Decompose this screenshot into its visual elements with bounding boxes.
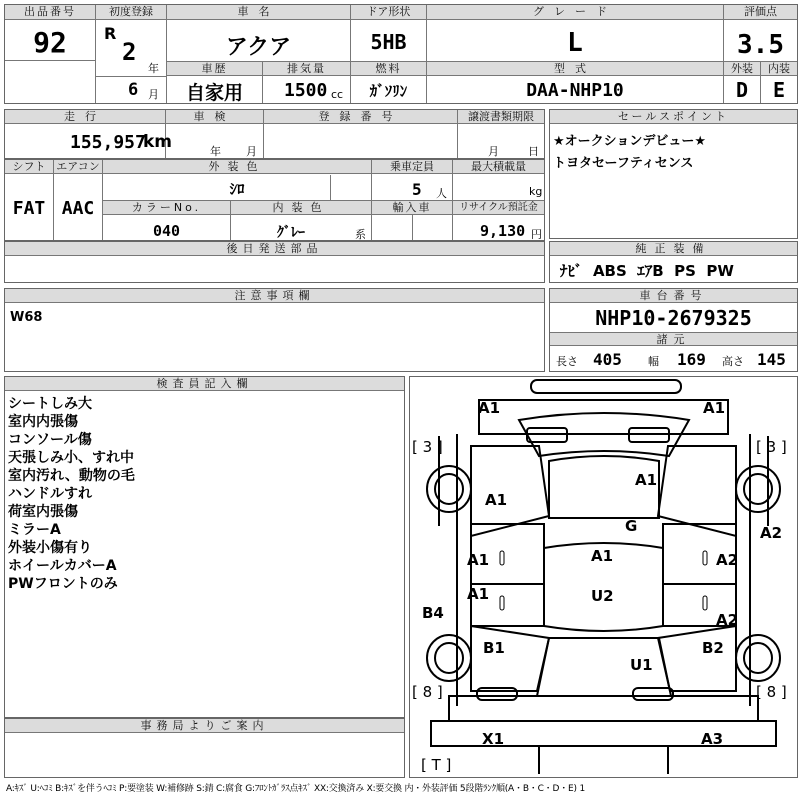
exterior-label: 外装 (724, 62, 760, 76)
history-label: 車歴 (167, 62, 262, 76)
first-reg-label: 初度登録 (96, 5, 166, 20)
damage-label-left-fender: A1 (485, 491, 508, 509)
damage-label-left-quarter: B1 (483, 639, 505, 657)
inspector-label: 検査員記入欄 (5, 377, 404, 391)
chassis-label: 車台番号 (550, 289, 797, 303)
damage-label-rear-bumper-right: A3 (701, 730, 724, 748)
chassis-number: NHP10-2679325 (595, 306, 752, 330)
recycle-unit: 円 (531, 228, 542, 241)
color-no: 040 (152, 222, 181, 240)
transfer-day-unit: 日 (528, 145, 539, 158)
note-line: 外装小傷有り (8, 540, 92, 556)
tire-label-rear-right: [ 8 ] (756, 683, 787, 701)
transfer-month-unit: 月 (488, 145, 499, 158)
exterior-grade: D (735, 78, 749, 102)
width: 169 (677, 350, 706, 369)
width-label: 幅 (648, 355, 659, 368)
displacement-label: 排気量 (263, 62, 350, 76)
damage-label-right-rear-door: A2 (716, 611, 739, 629)
color-no-label: カラーNo. (103, 201, 230, 215)
damage-label-right-front-door: A2 (716, 551, 739, 569)
lot-label: 出品番号 (5, 5, 95, 20)
int-color-unit: 系 (355, 228, 366, 241)
tire-label-front-right: [ 3 ] (756, 438, 787, 456)
damage-label-rear-bumper-left: X1 (482, 730, 505, 748)
grade: L (567, 28, 583, 58)
selling-label: セールスポイント (550, 110, 797, 124)
cc-unit: cc (331, 88, 344, 101)
caution-label: 注意事項欄 (5, 289, 544, 303)
int-color: ｸﾞﾚｰ (277, 225, 305, 241)
shift-label: シフト (5, 160, 53, 174)
note-line: ミラーA (8, 522, 61, 538)
note-line: 室内内張傷 (8, 414, 78, 430)
recycle-label: リサイクル預託金 (453, 201, 544, 215)
note-line: シートしみ大 (8, 396, 92, 412)
reg-month: 6 (128, 80, 139, 100)
score-label: 評価点 (724, 5, 797, 20)
ext-color: ｼﾛ (229, 180, 245, 198)
model-code: DAA-NHP10 (526, 80, 624, 101)
damage-label-center: U2 (591, 587, 614, 605)
load-unit: kg (529, 185, 543, 198)
spare-tire-label: [ T ] (421, 756, 452, 774)
length-label: 長さ (556, 355, 578, 368)
height: 145 (757, 350, 786, 369)
capacity-unit: 人 (436, 187, 447, 200)
legend: A:ｷｽﾞ U:ﾍｺﾐ B:ｷｽﾞを伴うﾍｺﾐ P:要塗装 W:補修跡 S:錆 C:腐食 G:ﾌﾛﾝﾄｶﾞﾗｽ点ｷｽﾞ XX:交換済み X:要交換 内・外装評価 5段階ﾗﾝｸ順(A・B・C・D・E) 1 (6, 784, 585, 794)
insp-year-unit: 年 (210, 145, 221, 158)
inspection-label: 車検 (166, 110, 263, 124)
damage-label-roof: A1 (591, 547, 614, 565)
height-label: 高さ (722, 355, 744, 368)
displacement: 1500 (284, 80, 328, 101)
grade-label: グレード (427, 5, 723, 20)
note-line: 天張しみ小、すれ中 (8, 450, 134, 466)
tire-label-front-left: [ 3 ] (412, 438, 443, 456)
damage-label-right-fender: A2 (760, 524, 783, 542)
car-outline (409, 376, 798, 778)
reg-year: 2 (122, 38, 137, 66)
insp-month-unit: 月 (246, 145, 257, 158)
note-line: ホイールカバーA (8, 558, 117, 574)
note-line: ハンドルすれ (8, 486, 92, 502)
era: R (104, 24, 117, 43)
capacity-label: 乗車定員 (372, 160, 452, 174)
fuel: ｶﾞｿﾘﾝ (369, 82, 408, 100)
selling-point-2: トヨタセーフティセンス (553, 156, 694, 171)
model-label: 型式 (427, 62, 723, 76)
month-unit: 月 (148, 88, 159, 101)
load-label: 最大積載量 (453, 160, 544, 174)
damage-label-left-side: B4 (422, 604, 444, 622)
ac-label: エアコン (54, 160, 102, 174)
door-label: ドア形状 (351, 5, 426, 20)
lot-number: 92 (33, 26, 67, 59)
km-unit: km (143, 132, 173, 152)
shift: FAT (12, 198, 46, 219)
note-line: 室内汚れ、動物の毛 (8, 468, 135, 484)
score: 3.5 (737, 30, 784, 60)
fuel-label: 燃料 (351, 62, 426, 76)
damage-label-windshield: G (625, 517, 638, 535)
inspector-notes (8, 395, 135, 593)
recycle: 9,130 (480, 222, 526, 240)
history: 自家用 (185, 82, 243, 104)
damage-label-hood: A1 (635, 471, 658, 489)
ext-color-label: 外装色 (103, 160, 371, 174)
caution-text: W68 (10, 310, 43, 325)
transfer-label: 譲渡書類期限 (458, 110, 544, 124)
car-name: アクア (225, 35, 292, 60)
equipment-label: 純正装備 (550, 242, 797, 256)
car-name-label: 車名 (167, 5, 350, 20)
later-parts-label: 後日発送部品 (5, 242, 544, 256)
selling-point-1: ★オークションデビュー★ (553, 134, 707, 149)
note-line: PWフロントのみ (8, 576, 118, 592)
damage-label-rear: U1 (630, 656, 653, 674)
aircon: AAC (61, 198, 95, 219)
int-color-label: 内装色 (231, 201, 371, 215)
capacity: 5 (412, 180, 422, 199)
import-label: 輸入車 (372, 201, 452, 215)
door-type: 5HB (370, 30, 407, 54)
damage-label-left-rear-door: A1 (467, 585, 490, 603)
interior-label: 内装 (761, 62, 797, 76)
mileage: 155,957 (70, 132, 146, 153)
mileage-label: 走行 (5, 110, 165, 124)
specs-label: 諸元 (550, 332, 797, 346)
note-line: コンソール傷 (8, 432, 92, 448)
interior-grade: E (772, 78, 786, 102)
damage-label-front-right: A1 (703, 399, 726, 417)
reg-no-label: 登録番号 (264, 110, 457, 124)
office-label: 事務局よりご案内 (5, 719, 404, 733)
tire-label-rear-left: [ 8 ] (412, 683, 443, 701)
damage-label-left-front-door: A1 (467, 551, 490, 569)
length: 405 (593, 350, 622, 369)
selling-points-block (549, 109, 798, 239)
year-unit: 年 (148, 62, 159, 75)
damage-label-right-quarter: B2 (702, 639, 724, 657)
damage-label-front-left: A1 (478, 399, 501, 417)
note-line: 荷室内張傷 (8, 504, 78, 520)
equipment-list: ﾅﾋﾞ ABS ｴｱB PS PW (560, 262, 734, 280)
